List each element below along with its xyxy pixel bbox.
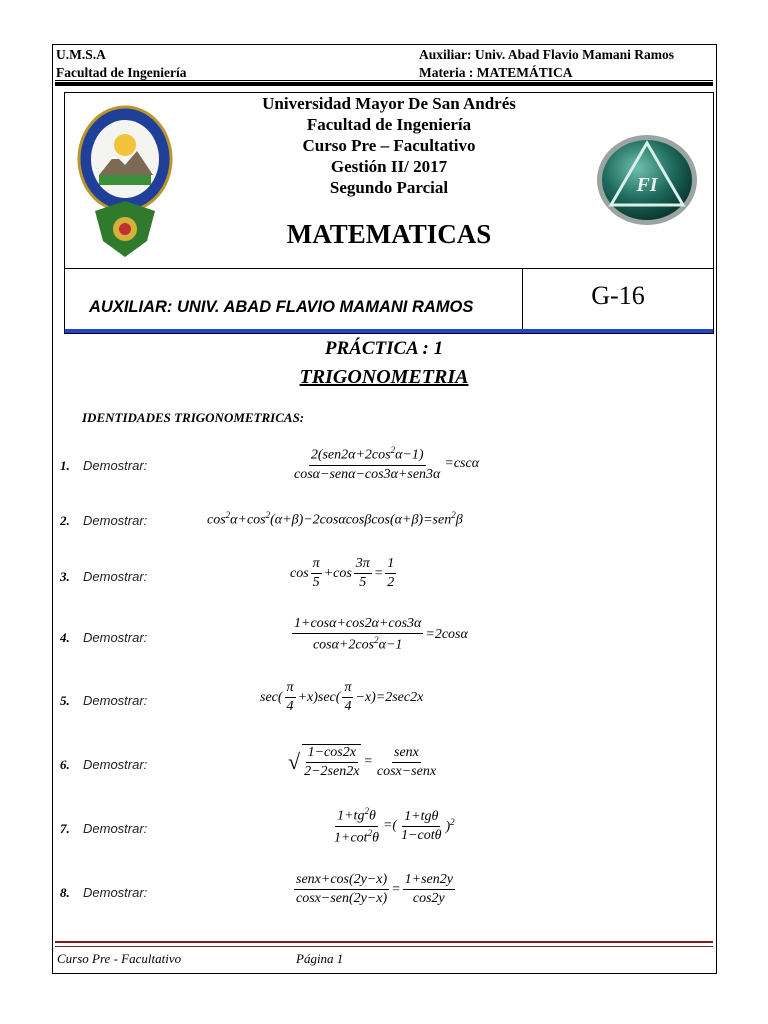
header-rule-thin (55, 80, 713, 81)
problem-number: 4. (60, 630, 70, 645)
problem-label: Demostrar: (83, 757, 148, 772)
header-rule-thick (55, 82, 713, 86)
header-auxiliar: Auxiliar: Univ. Abad Flavio Mamani Ramos (419, 47, 675, 62)
exam-name: Segundo Parcial (329, 178, 449, 197)
problem-7-formula: $\frac{1+tg^2\theta}{1+\cot^2\theta}$ =( $\frac{\text{1+tgθ}}{1-\cot\theta}$ )$^2$ (334, 806, 455, 846)
banner-top (65, 93, 713, 269)
problem-label: Demostrar: (83, 458, 148, 473)
group-code: G-16 (591, 281, 645, 310)
problem-3-formula: cos $\frac{\pi}{5}$ +cos $\frac{3\pi}{5}$ = $\frac{1}{2}$ (290, 556, 395, 590)
auxiliar-name: AUXILIAR: UNIV. ABAD FLAVIO MAMANI RAMOS (89, 298, 474, 316)
faculty-name: Facultad de Ingeniería (306, 115, 472, 134)
problem-label: Demostrar: (83, 569, 148, 584)
problem-6-formula: √ $\frac{1-\cos 2x}{\text{2−2sen2x}}$ = $\frac{\text{senx}}{\text{cosx−senx}}$ (288, 744, 437, 779)
footer-course: Curso Pre - Facultativo (57, 951, 182, 966)
header-subject: Materia : MATEMÁTICA (419, 65, 573, 80)
problem-4-formula: $\frac{1+\cos\alpha+\cos 2\alpha+\cos 3\alpha}{\cos\alpha+2\cos^2\alpha-1}$ =2cosα (294, 616, 468, 653)
problem-number: 5. (60, 693, 70, 708)
footer-rule (55, 941, 713, 943)
fi-logo-icon (595, 133, 700, 228)
problem-number: 1. (60, 458, 70, 473)
subject-title: MATEMATICAS (286, 219, 492, 249)
problem-number: 8. (60, 885, 70, 900)
banner-blue-rule (65, 329, 713, 333)
footer-rule-thin (55, 946, 713, 947)
management-period: Gestión II/ 2017 (330, 157, 448, 176)
problem-label: Demostrar: (83, 821, 148, 836)
practice-title: PRÁCTICA : 1 (324, 338, 444, 359)
fi-logo-text: FI (636, 174, 658, 196)
title-banner (64, 92, 714, 334)
problem-label: Demostrar: (83, 630, 148, 645)
problem-number: 7. (60, 821, 70, 836)
footer-page: Página 1 (296, 951, 344, 966)
problem-number: 6. (60, 757, 70, 772)
problem-label: Demostrar: (83, 693, 148, 708)
course-name: Curso Pre – Facultativo (302, 136, 476, 155)
problem-label: Demostrar: (83, 513, 148, 528)
section-heading: IDENTIDADES TRIGONOMETRICAS: (82, 410, 305, 425)
problem-2-formula: $\cos^2\alpha+\cos^2(\alpha+\beta)-2\cos\alpha\cos\beta\cos(\alpha+\beta)=sen^2\beta$ (207, 510, 463, 528)
problem-label: Demostrar: (83, 885, 148, 900)
problem-1-formula: $\frac{2(sen2\alpha+2\cos^2\alpha-1)}{\text{cosα−senα−cos3α+sen3α}}$ =cscα (294, 445, 480, 482)
university-name: Universidad Mayor De San Andrés (262, 94, 516, 113)
problem-8-formula: $\frac{\text{senx+cos(2y−x)}}{\text{cosx−sen(2y−x)}}$ = $\frac{\text{1+sen2y}}{\cos 2y}$ (296, 872, 453, 906)
problem-5-formula: sec( $\frac{\pi}{4}$ +x)sec( $\frac{\pi}{4}$ −x)=2sec2x (260, 680, 424, 714)
header-institution: U.M.S.A (56, 47, 106, 62)
problem-number: 3. (60, 569, 70, 584)
problem-number: 2. (60, 513, 70, 528)
practice-topic: TRIGONOMETRIA (299, 366, 469, 388)
header-faculty: Facultad de Ingeniería (56, 65, 187, 80)
